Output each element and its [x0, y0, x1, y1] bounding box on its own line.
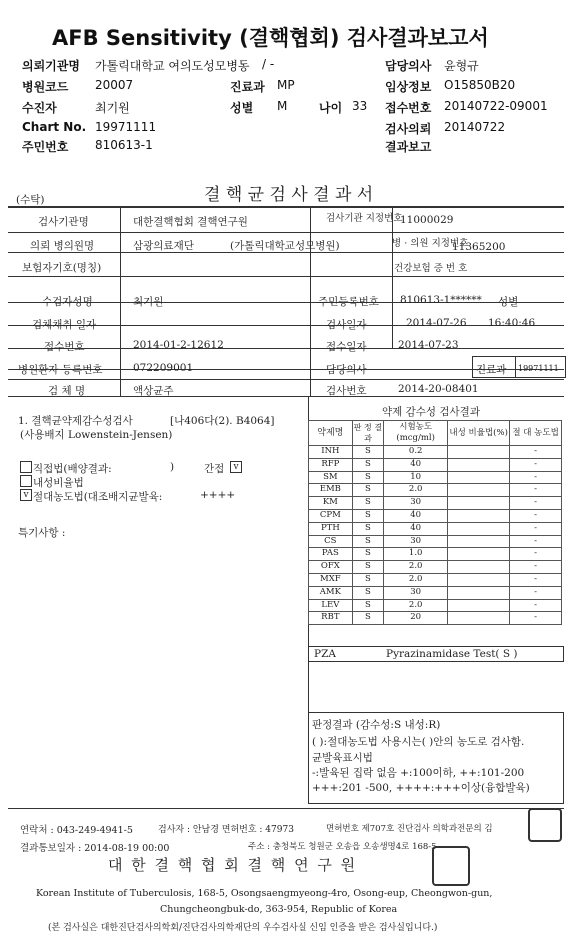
patient-value: 최기원: [95, 101, 130, 115]
abs-growth: ++++: [200, 489, 236, 501]
seal-stamp: [528, 808, 562, 842]
table-cell: S: [352, 471, 383, 484]
col-concentration: 시험농도 (mcg/ml): [384, 421, 448, 446]
table-row: [309, 471, 562, 484]
col-result: 판 정 결 과: [352, 421, 383, 446]
table-cell: 40: [384, 509, 448, 522]
inst-suffix: / -: [262, 57, 275, 71]
table-cell: S: [352, 586, 383, 599]
page-title: AFB Sensitivity (결핵협회) 검사결과보고서: [52, 26, 489, 50]
license-text: 면허번호 제707호 진단검사 의학과전문의 김: [326, 824, 493, 834]
table-cell: 40: [384, 522, 448, 535]
table-cell: S: [352, 548, 383, 561]
test-no-value: 2014-20-08401: [398, 383, 479, 395]
test-no-label: 검사번호: [326, 385, 367, 397]
sex-form-label: 성별: [498, 296, 519, 308]
inst-label: 의뢰기관명: [22, 59, 80, 73]
table-cell: S: [352, 535, 383, 548]
table-cell: PTH: [309, 522, 353, 535]
org-address-en: Chungcheongbuk-do, 363-954, Republic of Korea: [160, 904, 398, 915]
table-cell: [448, 573, 510, 586]
col-drug: 약제명: [309, 421, 353, 446]
table-cell: S: [352, 573, 383, 586]
request-date-value: 20140722: [444, 120, 506, 134]
table-cell: 30: [384, 535, 448, 548]
indirect-label: 간접: [204, 463, 225, 475]
collect-date-label: 검체채취 일자: [32, 319, 97, 331]
table-cell: S: [352, 561, 383, 574]
table-cell: S: [352, 458, 383, 471]
examinee-label: 수검자성명: [42, 296, 93, 308]
table-cell: 2.0: [384, 484, 448, 497]
table-cell: [448, 509, 510, 522]
abs-label: 절대농도법(대조배지균발육:: [33, 491, 163, 503]
table-cell: RFP: [309, 458, 353, 471]
insurer-label: 보험자기호(명칭): [22, 262, 102, 274]
org-stamp: [432, 846, 470, 886]
table-cell: -: [510, 458, 562, 471]
table-cell: 2.0: [384, 573, 448, 586]
table-cell: -: [510, 561, 562, 574]
table-cell: S: [352, 522, 383, 535]
hospcode-value: 20007: [95, 78, 134, 92]
table-cell: [448, 458, 510, 471]
clinical-value: O15850B20: [444, 78, 516, 92]
report-label: 결과보고: [385, 140, 432, 154]
susceptibility-table: [308, 420, 562, 625]
org-name-kr: 대 한 결 핵 협 회 결 핵 연 구 원: [108, 856, 358, 874]
req-hosp-value: 삼광의료재단: [133, 240, 194, 252]
table-cell: CS: [309, 535, 353, 548]
table-cell: [448, 535, 510, 548]
table-cell: [448, 484, 510, 497]
table-cell: [448, 561, 510, 574]
recv-date-value: 2014-07-23: [398, 339, 459, 351]
table-cell: 20: [384, 612, 448, 625]
org-name-en: Korean Institute of Tuberculosis, 168-5, Osongsaengmyeong-4ro, Osong-eup, Cheongwon-gun,: [36, 888, 493, 899]
report-title: 결 핵 균 검 사 결 과 서: [204, 185, 374, 205]
table-row: [309, 561, 562, 574]
table-cell: [448, 446, 510, 459]
table-cell: -: [510, 535, 562, 548]
table-cell: -: [510, 471, 562, 484]
test-date-label: 검사일자: [326, 319, 367, 331]
ratio-checkbox: [20, 475, 32, 487]
age-label: 나이: [319, 101, 343, 115]
clinical-label: 임상정보: [385, 80, 432, 94]
table-cell: S: [352, 599, 383, 612]
examinee-value: 최기원: [133, 296, 164, 308]
doctor-form-label: 담당의사: [326, 364, 367, 376]
direct-close: ): [170, 461, 175, 473]
table-cell: 30: [384, 497, 448, 510]
table-cell: S: [352, 446, 383, 459]
scanned-report: [8, 172, 568, 938]
recv-date-label: 접수일자: [326, 341, 367, 353]
test-date-value: 2014-07-26: [406, 317, 467, 329]
table-row: [309, 484, 562, 497]
receipt-no-label: 접수번호: [385, 101, 432, 115]
table-row: [309, 509, 562, 522]
contact-text: 연락처 : 043-249-4941-5: [20, 825, 133, 836]
direct-checkbox: [20, 461, 32, 473]
table-cell: INH: [309, 446, 353, 459]
judgment-line3: 균발육표시법: [312, 752, 373, 764]
certification-note: (본 검사실은 대한진단검사의학회/진단검사의학재단의 우수검사실 신임 인증을 받은 검사실입니다.): [48, 923, 438, 933]
dept-form-label: 진료과: [476, 364, 507, 376]
table-cell: RBT: [309, 612, 353, 625]
age-value: 33: [352, 99, 368, 113]
table-cell: CPM: [309, 509, 353, 522]
req-hosp-note: (가톨릭대학교성모병원): [230, 240, 340, 252]
remarks-label: 특기사항 :: [18, 527, 66, 539]
table-cell: LEV: [309, 599, 353, 612]
rrn-form-label: 주민등록번호: [318, 296, 379, 308]
table-cell: -: [510, 509, 562, 522]
req-hosp-label: 의뢰 병의원명: [30, 240, 95, 252]
hospcode-label: 병원코드: [22, 80, 69, 94]
table-row: [309, 586, 562, 599]
table-cell: OFX: [309, 561, 353, 574]
examiner-text: 검사자 : 안남경 면허번호 : 47973: [158, 825, 294, 835]
table-row: [309, 458, 562, 471]
table-row: [309, 446, 562, 459]
table-cell: [448, 586, 510, 599]
recv-no-value: 2014-01-2-12612: [133, 339, 224, 351]
dept-form-value: 19971111: [518, 364, 559, 373]
col-absolute: 절 대 농도법: [510, 421, 562, 446]
receipt-no-value: 20140722-09001: [444, 99, 548, 113]
table-cell: 1.0: [384, 548, 448, 561]
judgment-line5: +++:201 -500, ++++:+++이상(융합발육): [312, 782, 530, 794]
chart-no-value: 19971111: [95, 120, 157, 134]
doctor-value: 윤형규: [444, 59, 479, 73]
table-cell: [448, 471, 510, 484]
judgment-line4: -:발육된 집락 없음 +:100이하, ++:101-200: [312, 767, 525, 779]
table-cell: -: [510, 612, 562, 625]
inst-code-label: 검사기관 지정번호: [326, 213, 403, 224]
specimen-value: 액상균주: [133, 385, 174, 397]
sex-value: M: [277, 99, 288, 113]
table-cell: [448, 599, 510, 612]
dept-value: MP: [277, 78, 295, 92]
request-date-label: 검사의뢰: [385, 122, 432, 136]
table-cell: -: [510, 446, 562, 459]
table-cell: AMK: [309, 586, 353, 599]
inst-value: 가톨릭대학교 여의도성모병동: [95, 59, 250, 73]
rrn-form-value: 810613-1******: [400, 294, 482, 306]
pza-value: Pyrazinamidase Test( S ): [386, 648, 518, 660]
indirect-checkbox: v: [230, 461, 242, 473]
table-row: [309, 497, 562, 510]
table-cell: -: [510, 484, 562, 497]
address-kr: 주소 : 충청북도 청원군 오송읍 오송생명4로 168-5: [248, 842, 437, 852]
dept-label: 진료과: [230, 80, 265, 94]
table-cell: 10: [384, 471, 448, 484]
ratio-label: 내성비율법: [33, 477, 84, 489]
inst-name-label: 검사기관명: [38, 216, 89, 228]
table-cell: KM: [309, 497, 353, 510]
judgment-line1: 판정결과 (감수성:S 내성:R): [312, 719, 441, 731]
table-cell: S: [352, 484, 383, 497]
specimen-label: 검 체 명: [48, 385, 86, 397]
table-cell: 2.0: [384, 599, 448, 612]
table-cell: SM: [309, 471, 353, 484]
table-cell: [448, 522, 510, 535]
hosp-code-value: 11365200: [452, 241, 506, 253]
table-row: [309, 573, 562, 586]
table-cell: -: [510, 573, 562, 586]
table-row: [309, 548, 562, 561]
pza-label: PZA: [314, 648, 336, 660]
chart-no-label: Chart No.: [22, 120, 87, 134]
table-cell: S: [352, 612, 383, 625]
report-date-text: 결과통보일자 : 2014-08-19 00:00: [20, 843, 170, 854]
health-ins-label: 건강보험 증 번 호: [394, 263, 468, 274]
table-cell: 2.0: [384, 561, 448, 574]
table-row: [309, 535, 562, 548]
test-code: [나406다(2). B4064]: [170, 415, 275, 427]
table-cell: [448, 612, 510, 625]
test-name: 1. 결핵균약제감수성검사: [18, 415, 133, 427]
table-row: [309, 612, 562, 625]
table-title: 약제 감수성 검사결과: [382, 406, 480, 418]
medium-note: (사용배지 Lowenstein-Jensen): [20, 429, 173, 441]
table-row: [309, 522, 562, 535]
table-cell: 30: [384, 586, 448, 599]
table-cell: -: [510, 586, 562, 599]
col-ratio: 내성 비율법(%): [448, 421, 510, 446]
table-cell: [448, 548, 510, 561]
sex-label: 성별: [230, 101, 254, 115]
table-cell: [448, 497, 510, 510]
inst-code-value: 11000029: [400, 214, 454, 226]
inst-name-value: 대한결핵협회 결핵연구원: [133, 216, 248, 228]
table-cell: -: [510, 599, 562, 612]
doctor-label: 담당의사: [385, 59, 432, 73]
judgment-line2: ( ):절대농도법 사용시는( )안의 농도로 검사함.: [312, 736, 525, 748]
table-cell: 0.2: [384, 446, 448, 459]
abs-checkbox: v: [20, 489, 32, 501]
table-cell: -: [510, 497, 562, 510]
table-cell: -: [510, 548, 562, 561]
table-cell: S: [352, 497, 383, 510]
receipt-tag: (수탁): [16, 194, 45, 206]
test-time-value: 16:40:46: [488, 317, 536, 329]
table-cell: EMB: [309, 484, 353, 497]
table-header-row: [309, 421, 562, 446]
table-cell: 40: [384, 458, 448, 471]
table-cell: PAS: [309, 548, 353, 561]
table-cell: S: [352, 509, 383, 522]
table-cell: MXF: [309, 573, 353, 586]
rrn-label: 주민번호: [22, 140, 69, 154]
hosp-pt-label: 병원환자 등록번호: [18, 364, 103, 376]
direct-label: 직접법(배양결과:: [33, 463, 112, 475]
table-row: [309, 599, 562, 612]
patient-label: 수진자: [22, 101, 57, 115]
recv-no-label: 접수번호: [44, 341, 85, 353]
hosp-pt-value: 072209001: [133, 362, 194, 374]
hosp-code-label: 병 · 의원 지정번호: [392, 238, 469, 249]
rrn-value: 810613-1: [95, 138, 153, 152]
table-cell: -: [510, 522, 562, 535]
